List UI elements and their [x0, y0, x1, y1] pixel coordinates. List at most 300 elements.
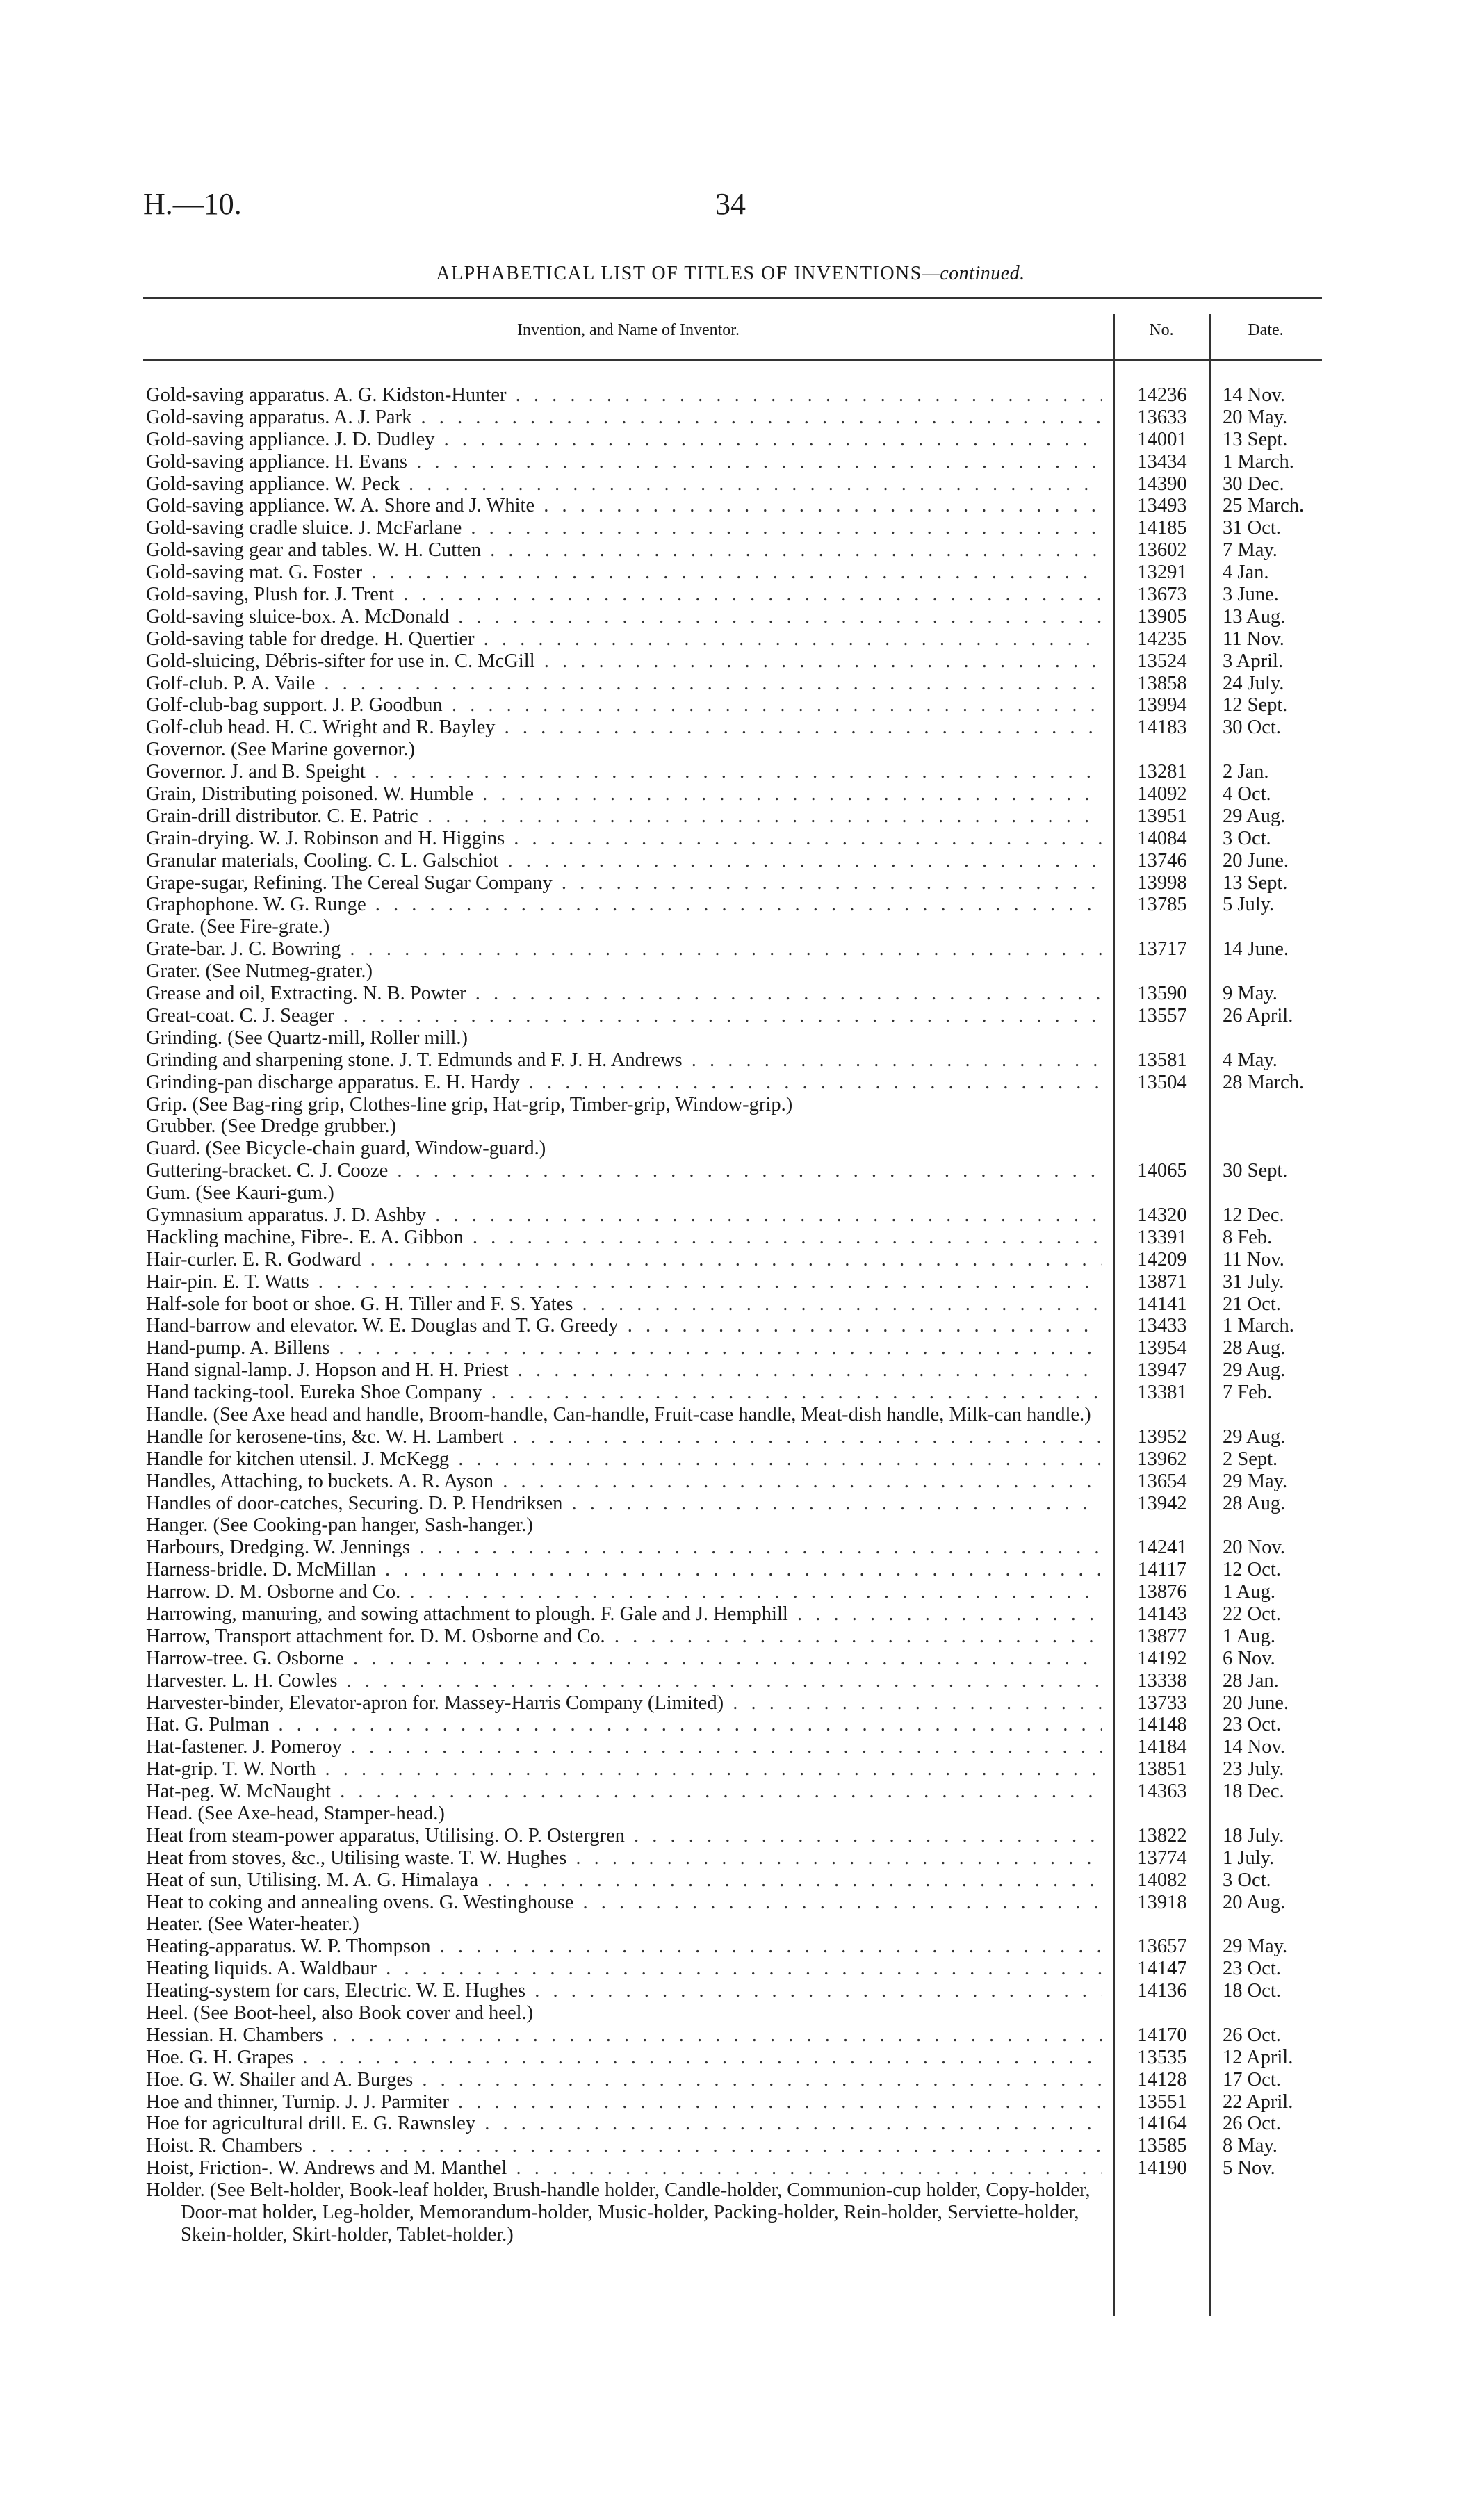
- patent-date-cell: [1212, 2135, 1322, 2157]
- list-item: [146, 1736, 1322, 1758]
- list-item: [146, 2069, 1322, 2091]
- invention-title: Heel. (See Boot-heel, also Book cover and heel.): [146, 2002, 534, 2024]
- patent-date-cell: [1212, 1847, 1322, 1869]
- patent-date-cell: [1212, 539, 1322, 562]
- patent-number: 14147: [1137, 1958, 1187, 1980]
- patent-date-cell: [1212, 673, 1322, 695]
- patent-number: 13822: [1137, 1824, 1187, 1847]
- invention-title: Hoe. G. W. Shailer and A. Burges . . .: [146, 2069, 1102, 2091]
- patent-date-cell: [1212, 761, 1322, 783]
- invention-title: Grip. (See Bag-ring grip, Clothes-line grip, Hat-grip, Timber-grip, Window-grip.): [146, 1093, 793, 1115]
- invention-title: Handle for kerosene-tins, &c. W. H. Lambert . . .: [146, 1426, 1102, 1448]
- patent-date-cell: [1212, 1626, 1322, 1648]
- list-item: [146, 1892, 1322, 1914]
- list-item: [146, 872, 1322, 894]
- list-item: [146, 1027, 1322, 1049]
- patent-date-cell: [1212, 850, 1322, 872]
- patent-number: 13585: [1137, 2135, 1187, 2157]
- patent-date: 4 Jan.: [1223, 562, 1269, 584]
- patent-date: 20 Nov.: [1223, 1537, 1285, 1559]
- invention-title: Gold-saving sluice-box. A. McDonald . . .: [146, 606, 1102, 628]
- list-item: [146, 1559, 1322, 1581]
- patent-date: 1 March.: [1223, 450, 1294, 473]
- patent-date-cell: [1212, 1559, 1322, 1581]
- patent-date-cell: [1212, 1359, 1322, 1382]
- invention-title: Hanger. (See Cooking-pan hanger, Sash-hanger.): [146, 1514, 533, 1537]
- invention-title: Gold-sluicing, Débris-sifter for use in. C. McGill . . .: [146, 651, 1102, 673]
- invention-title: Grubber. (See Dredge grubber.): [146, 1115, 397, 1138]
- patent-date-cell: [1212, 828, 1322, 850]
- invention-title: Heater. (See Water-heater.): [146, 1913, 359, 1936]
- list-item: [146, 1514, 1322, 1537]
- patent-date: 11 Nov.: [1223, 1248, 1284, 1270]
- patent-number: 13291: [1137, 562, 1187, 584]
- list-item: [146, 1670, 1322, 1692]
- patent-date: 30 Oct.: [1223, 717, 1281, 739]
- list-item: [146, 1448, 1322, 1471]
- invention-title: Heat of sun, Utilising. M. A. G. Himalaya . . .: [146, 1869, 1102, 1892]
- list-item: [146, 1404, 1322, 1426]
- patent-date-cell: [1212, 1736, 1322, 1758]
- patent-date: 26 Oct.: [1223, 2024, 1281, 2046]
- list-item: [146, 2024, 1322, 2047]
- invention-title: Governor. J. and B. Speight . . .: [146, 761, 1102, 783]
- list-item: [146, 1869, 1322, 1892]
- patent-date-cell: [1212, 1271, 1322, 1293]
- patent-date-cell: [1212, 1670, 1322, 1692]
- invention-title: Harness-bridle. D. McMillan . . .: [146, 1559, 1102, 1581]
- patent-date: 28 March.: [1223, 1071, 1305, 1093]
- list-item: [146, 517, 1322, 539]
- patent-date: 29 Aug.: [1223, 1425, 1286, 1448]
- patent-date: 29 May.: [1223, 1470, 1288, 1492]
- invention-title: Heat from steam-power apparatus, Utilising. O. P. Ostergren . . .: [146, 1825, 1102, 1847]
- list-item: [146, 1293, 1322, 1316]
- list-item: [146, 717, 1322, 739]
- invention-title: Heat to coking and annealing ovens. G. Westinghouse . . .: [146, 1892, 1102, 1914]
- patent-number: 14117: [1137, 1559, 1187, 1581]
- invention-title: Gold-saving, Plush for. J. Trent . . .: [146, 584, 1102, 606]
- list-title-suffix: —continued.: [922, 263, 1025, 284]
- patent-date-cell: [1212, 1537, 1322, 1559]
- list-item: [146, 2113, 1322, 2135]
- patent-date-cell: [1212, 1581, 1322, 1603]
- patent-date-cell: [1212, 805, 1322, 828]
- patent-date-cell: [1212, 451, 1322, 473]
- patent-number: 13433: [1137, 1315, 1187, 1337]
- patent-date: 26 Oct.: [1223, 2113, 1281, 2135]
- invention-title: Gold-saving appliance. W. Peck . . .: [146, 473, 1102, 496]
- patent-date: 12 April.: [1223, 2046, 1293, 2068]
- top-rule: [143, 297, 1322, 299]
- patent-date-cell: [1212, 1293, 1322, 1316]
- list-item: [146, 1648, 1322, 1670]
- list-item: [146, 2091, 1322, 2113]
- invention-title: Hoist. R. Chambers . . .: [146, 2135, 1102, 2157]
- list-item: [146, 1138, 1322, 1160]
- invention-title: Grinding. (See Quartz-mill, Roller mill.): [146, 1026, 468, 1049]
- patent-date: 17 Oct.: [1223, 2068, 1281, 2091]
- patent-date-cell: [1212, 2024, 1322, 2047]
- patent-date-cell: [1212, 783, 1322, 805]
- header-rule: [143, 359, 1322, 361]
- patent-number: 13998: [1137, 872, 1187, 894]
- patent-number: 14001: [1137, 428, 1187, 450]
- invention-title: Grain, Distributing poisoned. W. Humble . . .: [146, 783, 1102, 805]
- patent-number: 13905: [1137, 605, 1187, 628]
- invention-title: Gum. (See Kauri-gum.): [146, 1182, 334, 1204]
- patent-date: 2 Jan.: [1223, 761, 1269, 783]
- patent-number: 13951: [1137, 805, 1187, 827]
- invention-title: Grate-bar. J. C. Bowring . . .: [146, 938, 1102, 960]
- list-item: [146, 1382, 1322, 1404]
- invention-title: Golf-club-bag support. J. P. Goodbun . . .: [146, 694, 1102, 717]
- patent-date-cell: [1212, 1204, 1322, 1227]
- invention-title: Harvester-binder, Elevator-apron for. Massey-Harris Company (Limited) . . .: [146, 1692, 1102, 1715]
- patent-date-cell: [1212, 1869, 1322, 1892]
- patent-number: 14136: [1137, 1980, 1187, 2002]
- invention-title: Golf-club. P. A. Vaile . . .: [146, 673, 1102, 695]
- invention-title: Guard. (See Bicycle-chain guard, Window-guard.): [146, 1138, 546, 1160]
- patent-date: 1 Aug.: [1223, 1625, 1276, 1647]
- invention-title: Grater. (See Nutmeg-grater.): [146, 960, 373, 983]
- patent-date-cell: [1212, 717, 1322, 739]
- invention-title: Harrow. D. M. Osborne and Co. . . .: [146, 1581, 1102, 1603]
- patent-date-cell: [1212, 606, 1322, 628]
- invention-title: Gold-saving appliance. W. A. Shore and J. White . . .: [146, 495, 1102, 517]
- patent-number: 13657: [1137, 1936, 1187, 1958]
- list-item: [146, 1337, 1322, 1359]
- list-item: [146, 2047, 1322, 2069]
- patent-number: 14170: [1137, 2024, 1187, 2046]
- patent-date-cell: [1212, 473, 1322, 496]
- patent-number: 14363: [1137, 1781, 1187, 1803]
- series-code: H.—10.: [143, 187, 242, 221]
- patent-date: 8 Feb.: [1223, 1226, 1273, 1248]
- patent-date-cell: [1212, 1825, 1322, 1847]
- invention-title: Gymnasium apparatus. J. D. Ashby . . .: [146, 1204, 1102, 1227]
- list-item: [146, 384, 1322, 407]
- invention-title: Grinding and sharpening stone. J. T. Edmunds and F. J. H. Andrews . . .: [146, 1049, 1102, 1072]
- invention-title: Guttering-bracket. C. J. Cooze . . .: [146, 1160, 1102, 1182]
- column-header-date: Date.: [1248, 321, 1284, 339]
- patent-number: 13504: [1137, 1071, 1187, 1093]
- patent-date-cell: [1212, 628, 1322, 651]
- list-item: [146, 1049, 1322, 1072]
- list-item: [146, 1537, 1322, 1559]
- patent-date: 4 May.: [1223, 1049, 1278, 1071]
- patent-date: 26 April.: [1223, 1004, 1293, 1026]
- patent-number: 13391: [1137, 1226, 1187, 1248]
- invention-title: Handles, Attaching, to buckets. A. R. Ayson . . .: [146, 1471, 1102, 1493]
- list-item: [146, 429, 1322, 451]
- patent-date: 1 July.: [1223, 1847, 1275, 1869]
- patent-number: 13602: [1137, 539, 1187, 562]
- invention-title: Hand-barrow and elevator. W. E. Douglas and T. G. Greedy . . .: [146, 1315, 1102, 1337]
- patent-date: 23 July.: [1223, 1758, 1284, 1781]
- invention-title: Harvester. L. H. Cowles . . .: [146, 1670, 1102, 1692]
- patent-date: 29 Aug.: [1223, 805, 1286, 827]
- list-item: [146, 1072, 1322, 1094]
- list-item: [146, 1958, 1322, 1980]
- patent-date: 22 April.: [1223, 2091, 1293, 2113]
- patent-date: 20 May.: [1223, 406, 1288, 428]
- invention-title: Gold-saving appliance. H. Evans . . .: [146, 451, 1102, 473]
- patent-date: 23 Oct.: [1223, 1714, 1281, 1736]
- invention-title: Hand tacking-tool. Eureka Shoe Company . . .: [146, 1382, 1102, 1404]
- list-item: [146, 1471, 1322, 1493]
- invention-title: Half-sole for boot or shoe. G. H. Tiller and F. S. Yates . . .: [146, 1293, 1102, 1316]
- invention-title: Hair-pin. E. T. Watts . . .: [146, 1271, 1102, 1293]
- list-item: [146, 850, 1322, 872]
- patent-date-cell: [1212, 562, 1322, 584]
- invention-title: Hat-fastener. J. Pomeroy . . .: [146, 1736, 1102, 1758]
- patent-date-cell: [1212, 1758, 1322, 1781]
- list-item: [146, 1005, 1322, 1027]
- patent-date: 3 June.: [1223, 584, 1279, 606]
- patent-date: 2 Sept.: [1223, 1448, 1278, 1470]
- patent-date-cell: [1212, 517, 1322, 539]
- patent-number: 13954: [1137, 1337, 1187, 1359]
- invention-title: Hackling machine, Fibre-. E. A. Gibbon . . .: [146, 1227, 1102, 1249]
- invention-title: Hessian. H. Chambers . . .: [146, 2024, 1102, 2047]
- patent-date: 20 Aug.: [1223, 1891, 1286, 1913]
- patent-number: 14082: [1137, 1869, 1187, 1891]
- entries-list: [146, 384, 1322, 2246]
- patent-date: 22 Oct.: [1223, 1603, 1281, 1625]
- patent-number: 13633: [1137, 406, 1187, 428]
- list-item: [146, 651, 1322, 673]
- invention-title: Grate. (See Fire-grate.): [146, 916, 330, 938]
- invention-title: Hat-peg. W. McNaught . . .: [146, 1781, 1102, 1803]
- patent-number: 14320: [1137, 1204, 1187, 1226]
- patent-number: 14236: [1137, 384, 1187, 406]
- patent-date: 3 Oct.: [1223, 1869, 1271, 1891]
- invention-title: Handle. (See Axe head and handle, Broom-handle, Can-handle, Fruit-case handle, Meat-dish handle, Milk-can handle.): [146, 1403, 1091, 1425]
- patent-date-cell: [1212, 1382, 1322, 1404]
- patent-number: 14148: [1137, 1714, 1187, 1736]
- list-item: [146, 673, 1322, 695]
- patent-number: 13535: [1137, 2046, 1187, 2068]
- patent-number: 14164: [1137, 2113, 1187, 2135]
- patent-number: 13524: [1137, 650, 1187, 672]
- list-item: [146, 1182, 1322, 1204]
- patent-number: 13581: [1137, 1049, 1187, 1071]
- invention-title: Heat from stoves, &c., Utilising waste. T. W. Hughes . . .: [146, 1847, 1102, 1869]
- patent-date-cell: [1212, 2069, 1322, 2091]
- list-title-main: ALPHABETICAL LIST OF TITLES OF INVENTIONS: [436, 263, 922, 284]
- list-item: [146, 1847, 1322, 1869]
- list-item: [146, 1204, 1322, 1227]
- list-item: [146, 1980, 1322, 2002]
- invention-title: Hand-pump. A. Billens . . .: [146, 1337, 1102, 1359]
- patent-number: 14092: [1137, 783, 1187, 805]
- patent-number: 13918: [1137, 1891, 1187, 1913]
- invention-title: Harrowing, manuring, and sowing attachment to plough. F. Gale and J. Hemphill . . .: [146, 1603, 1102, 1626]
- invention-title: Gold-saving apparatus. A. G. Kidston-Hunter . . .: [146, 384, 1102, 407]
- list-item: [146, 584, 1322, 606]
- invention-title: Grinding-pan discharge apparatus. E. H. Hardy . . .: [146, 1072, 1102, 1094]
- invention-title: Gold-saving cradle sluice. J. McFarlane . . .: [146, 517, 1102, 539]
- patent-date-cell: [1212, 384, 1322, 407]
- invention-title: Hoe. G. H. Grapes . . .: [146, 2047, 1102, 2069]
- patent-date: 18 Oct.: [1223, 1980, 1281, 2002]
- list-item: [146, 1936, 1322, 1958]
- patent-number: 13717: [1137, 938, 1187, 960]
- patent-date: 28 Aug.: [1223, 1337, 1286, 1359]
- list-item: [146, 828, 1322, 850]
- list-item: [146, 495, 1322, 517]
- patent-number: 14184: [1137, 1736, 1187, 1758]
- patent-number: 13281: [1137, 761, 1187, 783]
- list-item: [146, 1692, 1322, 1715]
- patent-date-cell: [1212, 983, 1322, 1005]
- patent-date: 11 Nov.: [1223, 628, 1284, 650]
- patent-date-cell: [1212, 1603, 1322, 1626]
- patent-date-cell: [1212, 694, 1322, 717]
- patent-date-cell: [1212, 2113, 1322, 2135]
- invention-title: Hair-curler. E. R. Godward . . .: [146, 1249, 1102, 1271]
- patent-number: 13871: [1137, 1270, 1187, 1293]
- patent-date: 18 Dec.: [1223, 1781, 1284, 1803]
- list-item: [146, 1359, 1322, 1382]
- patent-date-cell: [1212, 429, 1322, 451]
- page-header: [0, 186, 1461, 228]
- invention-title: Handle for kitchen utensil. J. McKegg . . .: [146, 1448, 1102, 1471]
- patent-date: 24 July.: [1223, 672, 1284, 694]
- patent-date: 21 Oct.: [1223, 1293, 1281, 1315]
- list-item: [146, 916, 1322, 938]
- patent-number: 13673: [1137, 584, 1187, 606]
- invention-title: Gold-saving gear and tables. W. H. Cutten . . .: [146, 539, 1102, 562]
- list-item: [146, 1781, 1322, 1803]
- invention-title: Hand signal-lamp. J. Hopson and H. H. Priest . . .: [146, 1359, 1102, 1382]
- list-item: [146, 938, 1322, 960]
- list-item: [146, 2179, 1322, 2246]
- list-item: [146, 960, 1322, 983]
- patent-date-cell: [1212, 1426, 1322, 1448]
- list-item: [146, 761, 1322, 783]
- list-item: [146, 473, 1322, 496]
- patent-date-cell: [1212, 651, 1322, 673]
- list-title: [0, 263, 1461, 285]
- patent-date-cell: [1212, 2091, 1322, 2113]
- patent-date: 12 Dec.: [1223, 1204, 1284, 1226]
- patent-number: 13557: [1137, 1004, 1187, 1026]
- patent-date-cell: [1212, 1493, 1322, 1515]
- patent-date: 13 Sept.: [1223, 428, 1288, 450]
- list-item: [146, 1581, 1322, 1603]
- patent-date: 28 Aug.: [1223, 1492, 1286, 1514]
- column-header-invention: Invention, and Name of Inventor.: [517, 321, 740, 339]
- patent-date-cell: [1212, 894, 1322, 916]
- patent-date-cell: [1212, 872, 1322, 894]
- invention-title: Handles of door-catches, Securing. D. P. Hendriksen . . .: [146, 1493, 1102, 1515]
- invention-title: Hoe and thinner, Turnip. J. J. Parmiter . . .: [146, 2091, 1102, 2113]
- patent-number: 13338: [1137, 1669, 1187, 1692]
- patent-date: 12 Sept.: [1223, 694, 1288, 717]
- patent-number: 14390: [1137, 473, 1187, 495]
- list-item: [146, 606, 1322, 628]
- patent-number: 14190: [1137, 2157, 1187, 2179]
- patent-date: 30 Sept.: [1223, 1160, 1288, 1182]
- list-item: [146, 783, 1322, 805]
- list-item: [146, 1115, 1322, 1138]
- patent-number: 13877: [1137, 1625, 1187, 1647]
- list-item: [146, 2135, 1322, 2157]
- patent-number: 13851: [1137, 1758, 1187, 1781]
- patent-number: 13962: [1137, 1448, 1187, 1470]
- patent-number: 13434: [1137, 450, 1187, 473]
- patent-number: 13381: [1137, 1382, 1187, 1404]
- patent-number: 13952: [1137, 1425, 1187, 1448]
- invention-title: Great-coat. C. J. Seager . . .: [146, 1005, 1102, 1027]
- patent-number: 13493: [1137, 495, 1187, 517]
- patent-date: 14 Nov.: [1223, 1736, 1285, 1758]
- list-item: [146, 1603, 1322, 1626]
- patent-date-cell: [1212, 1049, 1322, 1072]
- list-item: [146, 628, 1322, 651]
- patent-date: 9 May.: [1223, 983, 1278, 1005]
- patent-date-cell: [1212, 1648, 1322, 1670]
- list-item: [146, 407, 1322, 429]
- invention-title: Grape-sugar, Refining. The Cereal Sugar Company . . .: [146, 872, 1102, 894]
- list-item: [146, 1714, 1322, 1736]
- patent-date: 3 April.: [1223, 650, 1284, 672]
- patent-date: 6 Nov.: [1223, 1647, 1275, 1669]
- patent-date: 7 May.: [1223, 539, 1278, 562]
- patent-date-cell: [1212, 938, 1322, 960]
- patent-date-cell: [1212, 407, 1322, 429]
- patent-date-cell: [1212, 2157, 1322, 2179]
- patent-date-cell: [1212, 1892, 1322, 1914]
- patent-date: 13 Sept.: [1223, 872, 1288, 894]
- patent-date: 29 May.: [1223, 1936, 1288, 1958]
- patent-date-cell: [1212, 1692, 1322, 1715]
- list-item: [146, 805, 1322, 828]
- list-item: [146, 1426, 1322, 1448]
- list-item: [146, 694, 1322, 717]
- list-item: [146, 1094, 1322, 1116]
- patent-date-cell: [1212, 1714, 1322, 1736]
- patent-date-cell: [1212, 1315, 1322, 1337]
- invention-title: Graphophone. W. G. Runge . . .: [146, 894, 1102, 916]
- list-item: [146, 1249, 1322, 1271]
- list-item: [146, 1315, 1322, 1337]
- patent-date: 20 June.: [1223, 849, 1289, 872]
- patent-date-cell: [1212, 1958, 1322, 1980]
- patent-date-cell: [1212, 1072, 1322, 1094]
- patent-date-cell: [1212, 1005, 1322, 1027]
- patent-date: 5 July.: [1223, 894, 1275, 916]
- invention-title: Granular materials, Cooling. C. L. Galschiot . . .: [146, 850, 1102, 872]
- invention-title: Hat-grip. T. W. North . . .: [146, 1758, 1102, 1781]
- invention-title: Harrow-tree. G. Osborne . . .: [146, 1648, 1102, 1670]
- patent-date-cell: [1212, 1781, 1322, 1803]
- patent-date: 8 May.: [1223, 2135, 1278, 2157]
- patent-number: 13994: [1137, 694, 1187, 717]
- patent-date: 18 July.: [1223, 1824, 1284, 1847]
- patent-number: 13785: [1137, 894, 1187, 916]
- patent-number: 14185: [1137, 517, 1187, 539]
- list-item: [146, 1758, 1322, 1781]
- invention-title: Golf-club head. H. C. Wright and R. Bayley . . .: [146, 717, 1102, 739]
- patent-date: 30 Dec.: [1223, 473, 1284, 495]
- invention-title: Gold-saving apparatus. A. J. Park . . .: [146, 407, 1102, 429]
- invention-title: Gold-saving table for dredge. H. Quertier . . .: [146, 628, 1102, 651]
- list-item: [146, 1803, 1322, 1825]
- invention-title: Heating-system for cars, Electric. W. E. Hughes . . .: [146, 1980, 1102, 2002]
